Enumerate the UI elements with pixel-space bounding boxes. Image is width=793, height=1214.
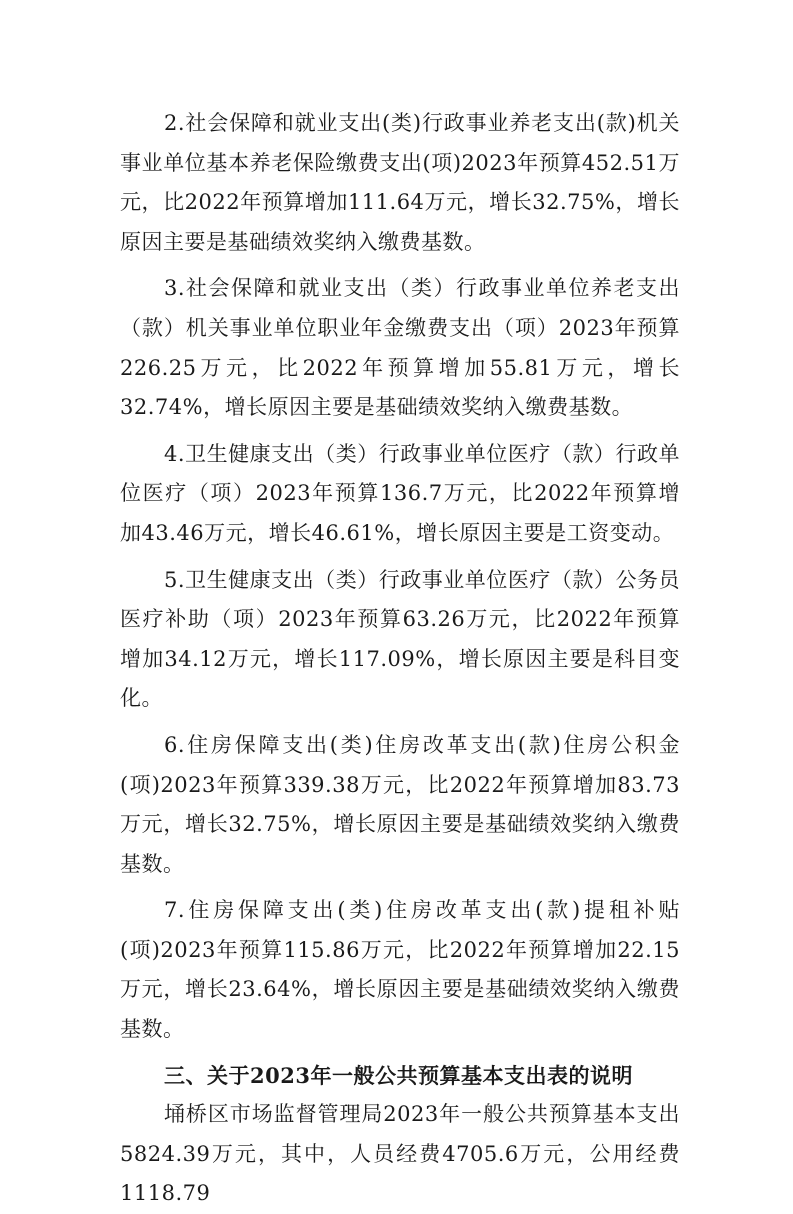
paragraph-administrative-medical: 4.卫生健康支出（类）行政事业单位医疗（款）行政单位医疗（项）2023年预算136.7万元，比2022年预算增加43.46万元，增长46.61%，增长原因主要是工资变动。: [120, 441, 680, 545]
paragraph-housing-provident-fund: 6.住房保障支出(类)住房改革支出(款)住房公积金(项)2023年预算339.38万元，比2022年预算增加83.73万元，增长32.75%，增长原因主要是基础绩效奖纳入缴费基数。: [120, 732, 680, 876]
section-heading-basic-expenditure: 三、关于2023年一般公共预算基本支出表的说明: [164, 1062, 633, 1088]
paragraph-civil-servant-medical-subsidy: 5.卫生健康支出（类）行政事业单位医疗（款）公务员医疗补助（项）2023年预算63.26万元，比2022年预算增加34.12万元，增长117.09%，增长原因主要是科目变化。: [120, 567, 680, 711]
paragraph-occupational-annuity: 3.社会保障和就业支出（类）行政事业单位养老支出（款）机关事业单位职业年金缴费支出（项）2023年预算226.25万元，比2022年预算增加55.81万元，增长32.74%，增长原因主要是基础绩效奖纳入缴费基数。: [120, 276, 680, 420]
document-body: [120, 104, 680, 1214]
paragraph-pension-basic-insurance: 2.社会保障和就业支出(类)行政事业养老支出(款)机关事业单位基本养老保险缴费支出(项)2023年预算452.51万元，比2022年预算增加111.64万元，增长32.75%，增长原因主要是基础绩效奖纳入缴费基数。: [120, 111, 680, 254]
paragraph-rent-subsidy: 7.住房保障支出(类)住房改革支出(款)提租补贴(项)2023年预算115.86万元，比2022年预算增加22.15万元，增长23.64%，增长原因主要是基础绩效奖纳入缴费基数。: [120, 898, 680, 1042]
paragraph-basic-expenditure-summary: 埇桥区市场监督管理局2023年一般公共预算基本支出5824.39万元，其中，人员经费4705.6万元，公用经费1118.79: [120, 1102, 680, 1206]
